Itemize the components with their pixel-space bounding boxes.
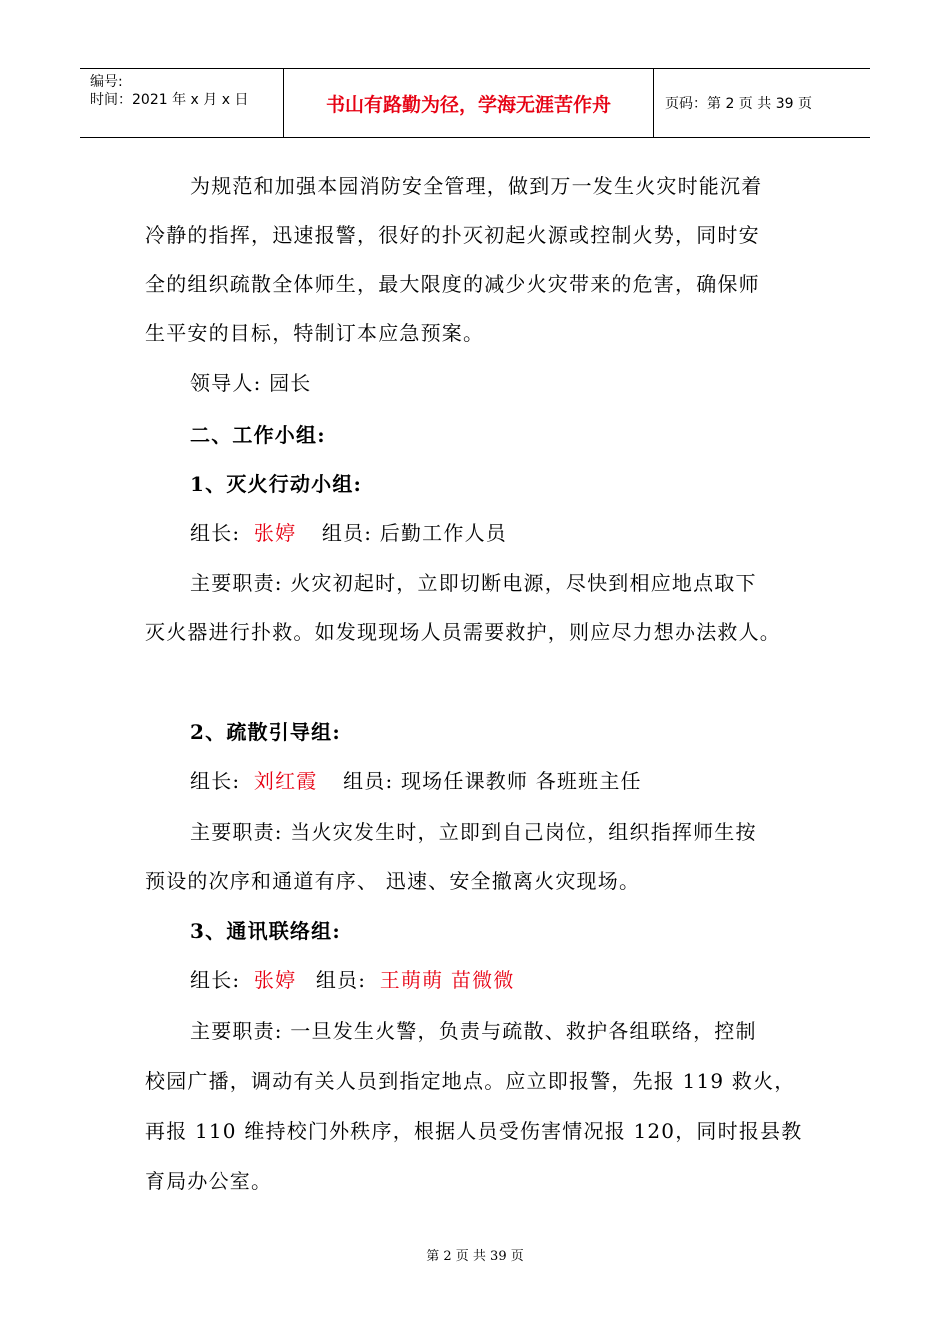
header-divider — [283, 69, 284, 137]
group-1-leader-line — [190, 520, 507, 546]
leader-label: 组长: — [190, 521, 241, 545]
code-label: 编号: — [90, 74, 123, 90]
header-page-info: 页码：第 2 页 共 39 页 — [665, 96, 812, 112]
group-2-heading: 2、疏散引导组: — [190, 720, 341, 744]
header-divider — [653, 69, 654, 137]
group-3-heading: 3、通讯联络组: — [190, 919, 341, 943]
members-text: 组员: 现场任课教师 各班班主任 — [343, 769, 642, 793]
leader-name: 张婷 — [253, 521, 297, 545]
intro-paragraph-line: 为规范和加强本园消防安全管理，做到万一发生火灾时能沉着 — [190, 174, 763, 198]
group-3-duty-line: 主要职责: 一旦发生火警，负责与疏散、救护各组联络，控制 — [190, 1019, 757, 1043]
intro-paragraph-line: 冷静的指挥，迅速报警，很好的扑灭初起火源或控制火势，同时安 — [145, 223, 760, 247]
members-text: 组员: 后勤工作人员 — [321, 521, 507, 545]
section-heading: 二、工作小组: — [190, 423, 326, 447]
leader-label: 组长: — [190, 968, 241, 992]
group-3-duty-line: 育局办公室。 — [145, 1169, 273, 1193]
time-label: 时间：2021 年 x 月 x 日 — [90, 92, 249, 108]
header-motto: 书山有路勤为径，学海无涯苦作舟 — [325, 93, 611, 116]
intro-paragraph-line: 生平安的目标，特制订本应急预案。 — [145, 321, 485, 345]
leader-name: 张婷 — [253, 968, 297, 992]
group-1-heading: 1、灭火行动小组: — [190, 472, 363, 496]
leader-label: 组长: — [190, 769, 241, 793]
group-1-duty-line: 主要职责: 火灾初起时，立即切断电源，尽快到相应地点取下 — [190, 571, 757, 595]
group-3-leader-line — [190, 967, 515, 993]
page-header — [80, 68, 870, 138]
intro-paragraph-line: 全的组织疏散全体师生，最大限度的减少火灾带来的危害，确保师 — [145, 272, 760, 296]
members-label: 组员: — [315, 968, 367, 992]
group-1-duty-line: 灭火器进行扑救。如发现现场人员需要救护，则应尽力想办法救人。 — [145, 620, 781, 644]
member-names: 王萌萌 苗微微 — [379, 968, 515, 992]
leader-line: 领导人: 园长 — [190, 371, 312, 395]
group-2-duty-line: 主要职责: 当火灾发生时，立即到自己岗位，组织指挥师生按 — [190, 820, 757, 844]
header-meta — [90, 73, 248, 109]
group-3-duty-line: 再报 110 维持校门外秩序，根据人员受伤害情况报 120，同时报县教 — [145, 1119, 803, 1143]
page-footer: 第 2 页 共 39 页 — [426, 1249, 524, 1264]
leader-name: 刘红霞 — [253, 769, 318, 793]
group-2-leader-line — [190, 768, 642, 794]
group-2-duty-line: 预设的次序和通道有序、 迅速、安全撤离火灾现场。 — [145, 869, 641, 893]
group-3-duty-line: 校园广播，调动有关人员到指定地点。应立即报警，先报 119 救火， — [145, 1069, 796, 1093]
